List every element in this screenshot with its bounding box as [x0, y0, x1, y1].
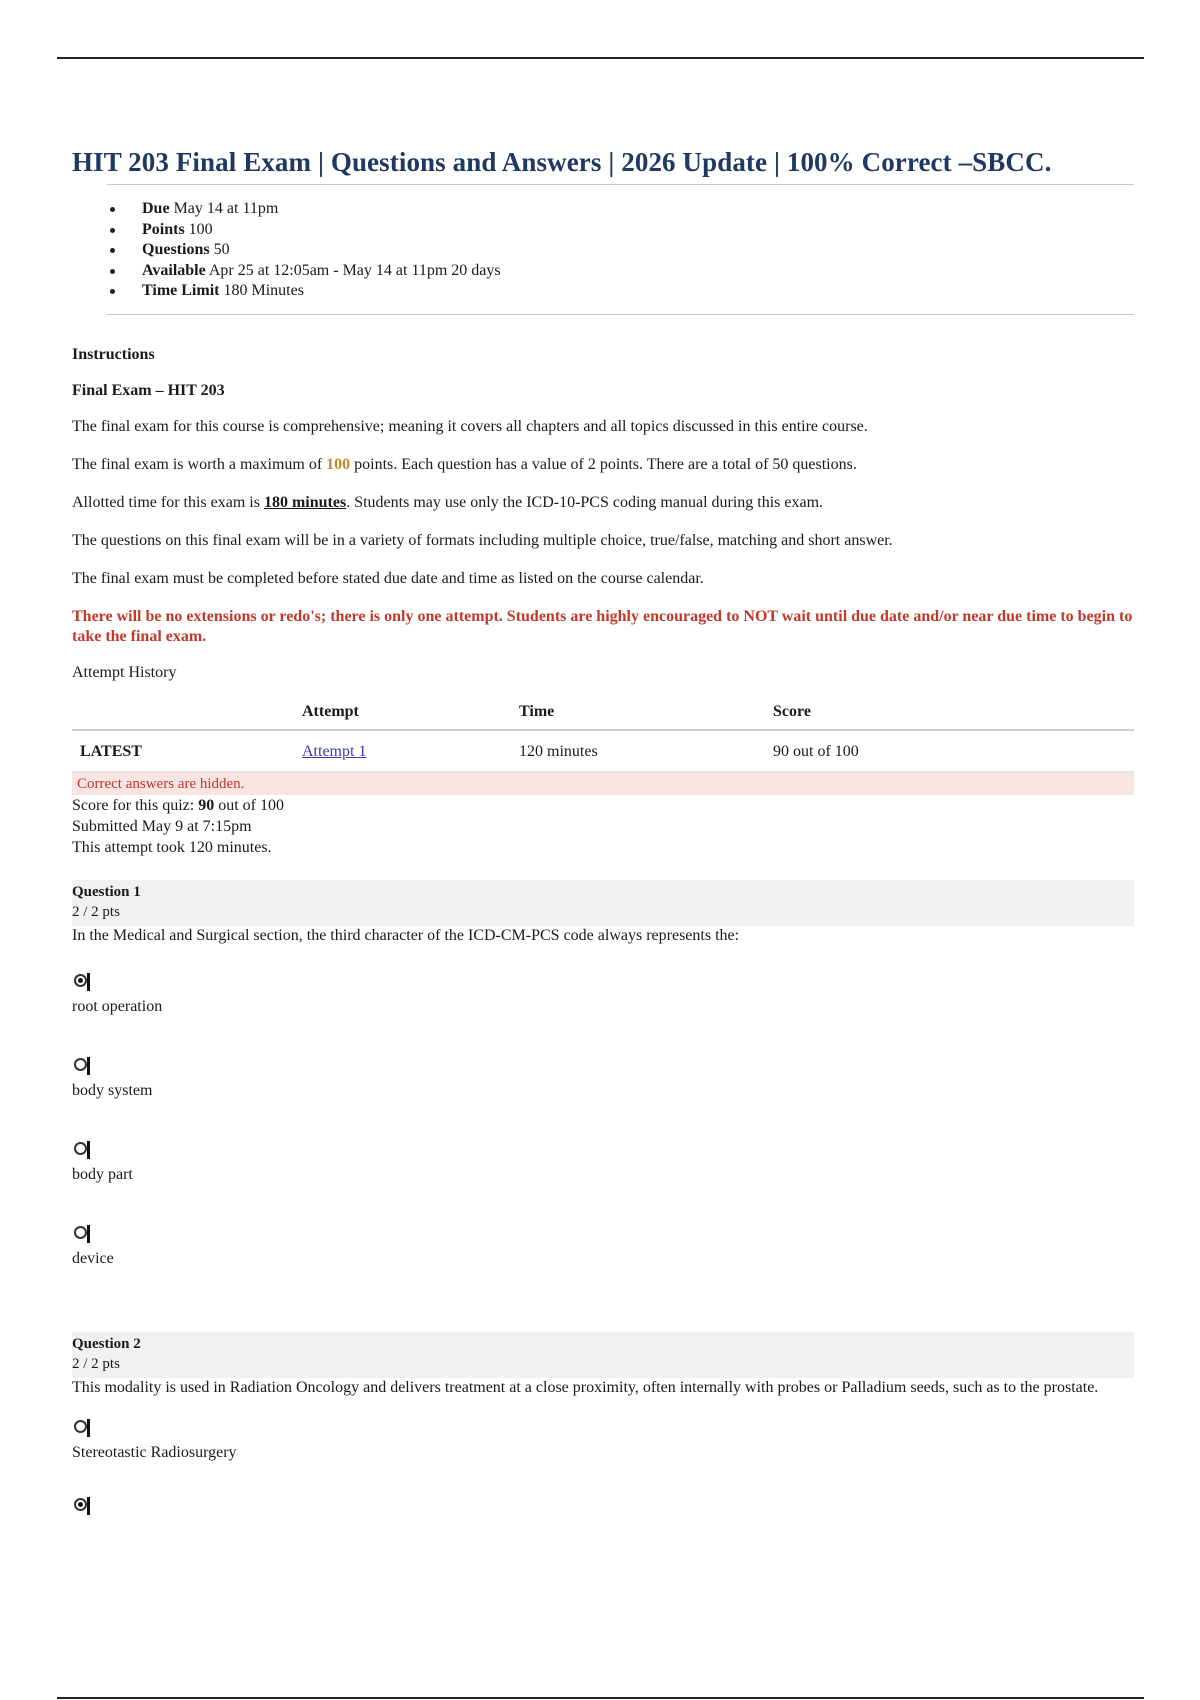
question-1-header	[72, 880, 1134, 926]
quiz-score: Score for this quiz: 90 out of 100	[72, 796, 284, 814]
cursor-bar-icon	[87, 1419, 90, 1437]
points-highlight: 100	[326, 455, 351, 473]
instructions-heading: Instructions	[72, 345, 155, 363]
instruction-paragraph-3: Allotted time for this exam is 180 minutes. Students may use only the ICD-10-PCS coding manual during this exam.	[72, 493, 824, 511]
answer-option[interactable]	[72, 1198, 1134, 1282]
latest-label: LATEST	[72, 730, 302, 772]
cursor-bar-icon	[87, 1141, 90, 1159]
question-1-answers	[72, 946, 1134, 1282]
question-2-answers	[72, 1398, 1134, 1560]
answer-option[interactable]	[72, 1398, 1134, 1476]
question-2-text: This modality is used in Radiation Oncology and delivers treatment at a close proximity, often internally with probes or Palladium seeds, such as to the prostate.	[72, 1378, 1099, 1396]
question-1-text: In the Medical and Surgical section, the third character of the ICD-CM-PCS code always represents the:	[72, 926, 740, 944]
attempt-1-link[interactable]: Attempt 1	[302, 742, 367, 760]
table-header-blank	[72, 697, 302, 730]
question-2-header	[72, 1332, 1134, 1378]
exam-meta-list	[107, 199, 1134, 302]
meta-due: Due May 14 at 11pm	[107, 199, 1134, 220]
document-title: HIT 203 Final Exam | Questions and Answers | 2026 Update | 100% Correct –SBCC.	[72, 147, 1052, 177]
quiz-summary	[72, 795, 1134, 858]
table-header-row	[72, 697, 1134, 730]
time-highlight: 180 minutes	[263, 493, 347, 511]
radio-empty-icon[interactable]	[74, 1058, 87, 1071]
answer-option[interactable]	[72, 1476, 1134, 1560]
question-2-points: 2 / 2 pts	[72, 1355, 120, 1372]
answer-option[interactable]	[72, 1114, 1134, 1198]
answer-label: root operation	[72, 997, 163, 1015]
attempt-history-table	[72, 697, 1134, 773]
cursor-bar-icon	[87, 973, 90, 991]
cursor-bar-icon	[87, 1057, 90, 1075]
meta-top-divider	[107, 184, 1134, 185]
instruction-paragraph-2: The final exam is worth a maximum of 100 points. Each question has a value of 2 points. There are a total of 50 questions.	[72, 455, 857, 473]
submitted-date: Submitted May 9 at 7:15pm	[72, 817, 252, 835]
instruction-paragraph-4: The questions on this final exam will be in a variety of formats including multiple choice, true/false, matching and short answer.	[72, 531, 893, 549]
answer-label: body system	[72, 1081, 153, 1099]
radio-empty-icon[interactable]	[74, 1420, 87, 1433]
attempt-duration: This attempt took 120 minutes.	[72, 838, 272, 856]
question-1-points: 2 / 2 pts	[72, 903, 120, 920]
radio-empty-icon[interactable]	[74, 1226, 87, 1239]
warning-text: There will be no extensions or redo's; there is only one attempt. Students are highly encouraged to NOT wait until due date and/or near due time to begin to take the final exam.	[72, 607, 1133, 645]
exam-heading: Final Exam – HIT 203	[72, 381, 225, 399]
table-row	[72, 730, 1134, 772]
answer-option[interactable]	[72, 1030, 1134, 1114]
correct-answers-hidden-banner: Correct answers are hidden.	[72, 773, 1134, 795]
cursor-bar-icon	[87, 1225, 90, 1243]
instruction-paragraph-5: The final exam must be completed before stated due date and time as listed on the course calendar.	[72, 569, 704, 587]
answer-label: device	[72, 1249, 114, 1267]
radio-empty-icon[interactable]	[74, 1142, 87, 1155]
meta-available: Available Apr 25 at 12:05am - May 14 at 11pm 20 days	[107, 261, 1134, 282]
page-top-rule	[57, 57, 1144, 59]
answer-label: Stereotastic Radiosurgery	[72, 1443, 237, 1461]
instruction-paragraph-1: The final exam for this course is comprehensive; meaning it covers all chapters and all topics discussed in this entire course.	[72, 417, 868, 435]
question-2-title: Question 2	[72, 1335, 141, 1352]
table-header-attempt: Attempt	[302, 697, 519, 730]
question-1-title: Question 1	[72, 883, 141, 900]
document-body	[72, 140, 1134, 1560]
radio-selected-icon[interactable]	[74, 1498, 87, 1511]
attempt-time: 120 minutes	[519, 730, 773, 772]
meta-points: Points 100	[107, 220, 1134, 241]
page-bottom-rule	[57, 1697, 1144, 1699]
answer-option[interactable]	[72, 946, 1134, 1030]
cursor-bar-icon	[87, 1497, 90, 1515]
meta-time-limit: Time Limit 180 Minutes	[107, 281, 1134, 302]
attempt-score: 90 out of 100	[773, 730, 1134, 772]
attempt-history-label: Attempt History	[72, 663, 177, 681]
radio-selected-icon[interactable]	[74, 974, 87, 987]
answer-label: body part	[72, 1165, 133, 1183]
table-header-score: Score	[773, 697, 1134, 730]
table-header-time: Time	[519, 697, 773, 730]
meta-questions: Questions 50	[107, 240, 1134, 261]
